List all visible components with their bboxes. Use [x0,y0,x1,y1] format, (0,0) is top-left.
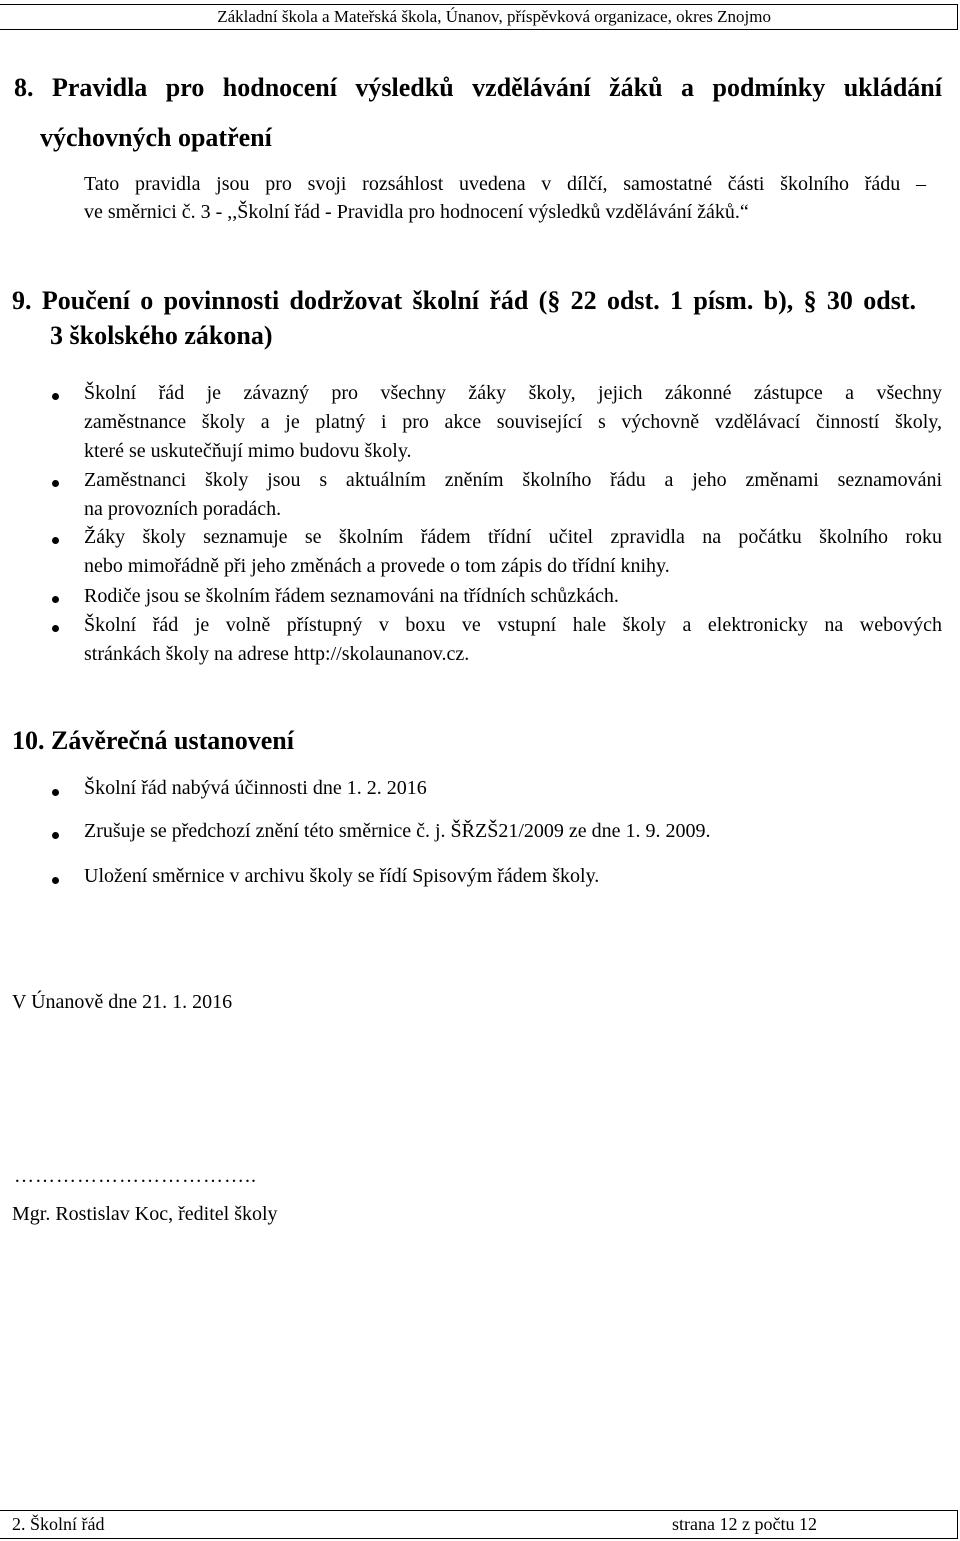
list-item-line: Zaměstnanci školy jsou s aktuálním zněním školního řádu a jeho změnami seznamováni [84,469,942,491]
section8-heading-line1: 8. Pravidla pro hodnocení výsledků vzdělávání žáků a podmínky ukládání [14,73,942,102]
list-item-line: Rodiče jsou se školním řádem seznamováni na třídních schůzkách. [84,585,619,607]
bullet-dot [52,480,59,487]
footer-page-number: strana 12 z počtu 12 [672,1514,817,1534]
footer-document-title: 2. Školní řád [12,1514,105,1534]
signature-dots: …………………………….. [14,1165,257,1187]
section8-para-line2: ve směrnici č. 3 - ,,Školní řád - Pravidla pro hodnocení výsledků vzdělávání žáků.“ [84,201,749,223]
bullet-dot [52,393,59,400]
list-item-line: Zrušuje se předchozí znění této směrnice č. j. ŠŘZŠ21/2009 ze dne 1. 9. 2009. [84,820,711,842]
signature-name: Mgr. Rostislav Koc, ředitel školy [12,1203,278,1225]
list-item-line: zaměstnance školy a je platný i pro akce související s výchovně vzdělávací činností školy, [84,411,942,433]
section10-heading: 10. Závěrečná ustanovení [12,726,294,755]
header-text: Základní škola a Mateřská škola, Únanov, příspěvková organizace, okres Znojmo [217,7,771,26]
list-item-line: stránkách školy na adrese http://skolaunanov.cz. [84,643,470,665]
list-item-line: Žáky školy seznamuje se školním řádem třídní učitel zpravidla na počátku školního roku [84,526,942,548]
list-item-line: Školní řád nabývá účinnosti dne 1. 2. 2016 [84,777,427,799]
bullet-dot [52,537,59,544]
bullet-dot [52,832,59,839]
list-item-line: Uložení směrnice v archivu školy se řídí Spisovým řádem školy. [84,865,600,887]
section9-heading-line1: 9. Poučení o povinnosti dodržovat školní řád (§ 22 odst. 1 písm. b), § 30 odst. [12,286,916,315]
section8-para-line1: Tato pravidla jsou pro svoji rozsáhlost uvedena v dílčí, samostatné části školního řádu – [84,173,926,195]
list-item-line: které se uskutečňují mimo budovu školy. [84,440,412,462]
page-header [0,4,958,30]
list-item-line: Školní řád je závazný pro všechny žáky školy, jejich zákonné zástupce a všechny [84,382,942,404]
bullet-dot [52,789,59,796]
bullet-dot [52,877,59,884]
list-item-line: nebo mimořádně při jeho změnách a provede o tom zápis do třídní knihy. [84,555,670,577]
place-date: V Únanově dne 21. 1. 2016 [12,991,233,1013]
list-item-line: na provozních poradách. [84,498,282,520]
bullet-dot [52,625,59,632]
section9-heading-line2: 3 školského zákona) [50,321,273,350]
section8-heading-line2: výchovných opatření [40,123,272,152]
page-footer [0,1510,958,1539]
list-item-line: Školní řád je volně přístupný v boxu ve vstupní hale školy a elektronicky na webových [84,614,942,636]
bullet-dot [52,596,59,603]
